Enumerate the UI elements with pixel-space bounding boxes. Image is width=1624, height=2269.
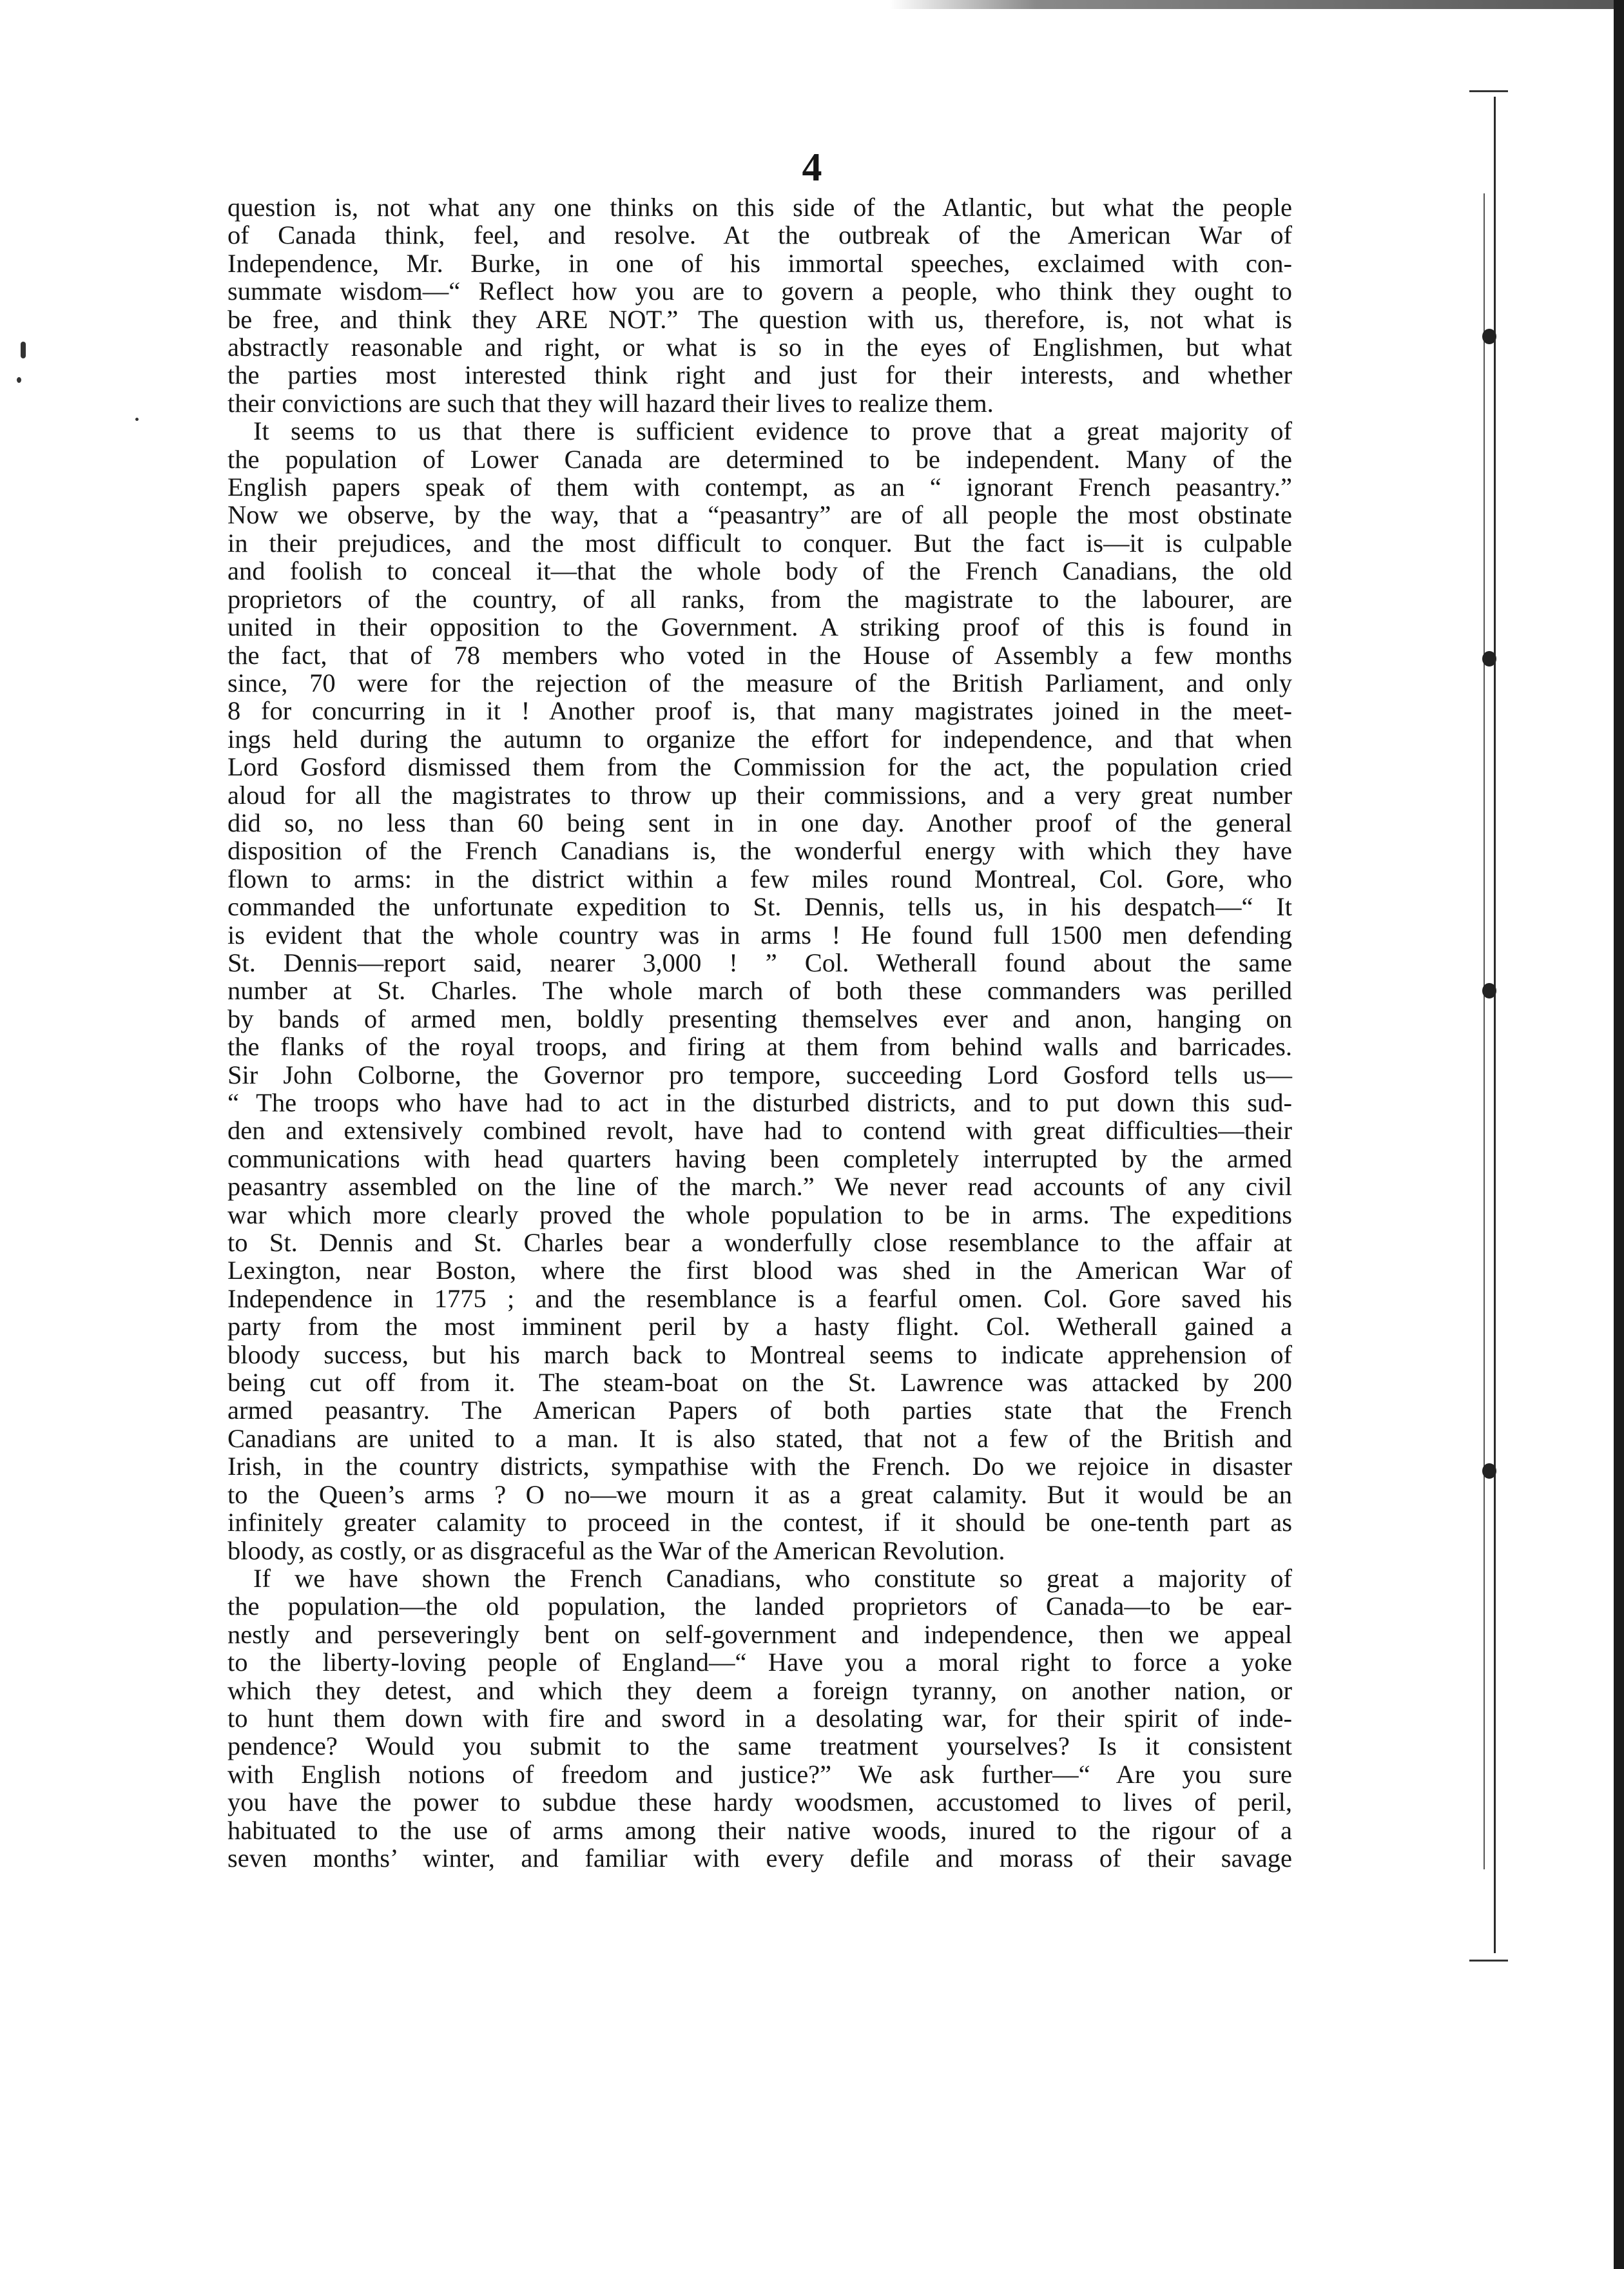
sewing-hole — [1482, 329, 1496, 344]
text-line: question is, not what any one thinks on this side of the Atlantic, but what the people — [227, 193, 1292, 222]
text-line: armed peasantry. The American Papers of both parties state that the French — [227, 1396, 1292, 1425]
text-line: being cut off from it. The steam-boat on the St. Lawrence was attacked by 200 — [227, 1368, 1292, 1397]
text-line: flown to arms: in the district within a few miles round Montreal, Col. Gore, who — [227, 864, 1292, 893]
scan-top-edge — [889, 0, 1624, 9]
text-line: ings held during the autumn to organize the effort for independence, and that when — [227, 724, 1292, 754]
text-line: Canadians are united to a man. It is also stated, that not a few of the British and — [227, 1423, 1292, 1453]
text-line: which they detest, and which they deem a foreign tyranny, on another nation, or — [227, 1675, 1292, 1705]
text-line: peasantry assembled on the line of the march.” We never read accounts of any civil — [227, 1172, 1292, 1202]
text-line: by bands of armed men, boldly presenting themselves ever and anon, hanging on — [227, 1004, 1292, 1033]
sewing-hole — [1482, 1463, 1496, 1479]
binding-line — [1494, 97, 1496, 1953]
text-line: to the Queen’s arms ? O no—we mourn it as a great calamity. But it would be an — [227, 1479, 1292, 1509]
text-line: party from the most imminent peril by a hasty flight. Col. Wetherall gained a — [227, 1312, 1292, 1341]
text-line: proprietors of the country, of all ranks, from the magistrate to the labourer, are — [227, 584, 1292, 614]
text-line: the population of Lower Canada are determined to be independent. Many of the — [227, 444, 1292, 474]
text-line: their convictions are such that they will hazard their lives to realize them. — [227, 388, 994, 418]
text-line: summate wisdom—“ Reflect how you are to govern a people, who think they ought to — [227, 277, 1292, 306]
text-line: abstractly reasonable and right, or what is so in the eyes of Englishmen, but what — [227, 333, 1292, 362]
scan-right-edge — [1614, 0, 1624, 2269]
text-line: Irish, in the country districts, sympathise with the French. Do we rejoice in disaster — [227, 1452, 1292, 1481]
binding-line-inner — [1484, 193, 1485, 1869]
text-line: habituated to the use of arms among their native woods, inured to the rigour of a — [227, 1815, 1292, 1845]
page-number: 4 — [802, 146, 822, 190]
text-line: the fact, that of 78 members who voted in the House of Assembly a few months — [227, 640, 1292, 670]
text-line: you have the power to subdue these hardy woodsmen, accustomed to lives of peril, — [227, 1787, 1292, 1817]
text-line: in their prejudices, and the most difficult to conquer. But the fact is—it is culpable — [227, 528, 1292, 558]
stray-mark — [17, 377, 21, 383]
text-line: If we have shown the French Canadians, who constitute so great a majority of — [253, 1563, 1292, 1593]
text-line: commanded the unfortunate expedition to St. Dennis, tells us, in his despatch—“ It — [227, 892, 1292, 922]
text-line: the parties most interested think right and just for their interests, and whether — [227, 360, 1292, 390]
text-line: 8 for concurring in it ! Another proof is, that many magistrates joined in the meet- — [227, 696, 1292, 726]
text-line: is evident that the whole country was in arms ! He found full 1500 men defending — [227, 920, 1292, 949]
text-line: with English notions of freedom and justice?” We ask further—“ Are you sure — [227, 1759, 1292, 1789]
text-body — [227, 193, 1292, 1872]
stray-mark — [21, 342, 26, 358]
text-line: Lexington, near Boston, where the first blood was shed in the American War of — [227, 1256, 1292, 1285]
text-line: bloody, as costly, or as disgraceful as the War of the American Revolution. — [227, 1535, 1005, 1565]
text-line: Lord Gosford dismissed them from the Commission for the act, the population cried — [227, 752, 1292, 782]
text-line: the population—the old population, the landed proprietors of Canada—to be ear- — [227, 1592, 1292, 1621]
text-line: disposition of the French Canadians is, the wonderful energy with which they have — [227, 836, 1292, 866]
text-line: aloud for all the magistrates to throw up their commissions, and a very great number — [227, 780, 1292, 810]
sewing-hole — [1482, 983, 1496, 998]
text-line: to St. Dennis and St. Charles bear a wonderfully close resemblance to the affair at — [227, 1228, 1292, 1258]
text-line: and foolish to conceal it—that the whole body of the French Canadians, the old — [227, 556, 1292, 586]
text-line: St. Dennis—report said, nearer 3,000 ! ” Col. Wetherall found about the same — [227, 948, 1292, 977]
binding-cap-bottom — [1469, 1960, 1508, 1962]
text-line: “ The troops who have had to act in the disturbed districts, and to put down this sud- — [227, 1088, 1292, 1117]
text-line: united in their opposition to the Government. A striking proof of this is found in — [227, 612, 1292, 642]
text-line: den and extensively combined revolt, have had to contend with great difficulties—their — [227, 1116, 1292, 1145]
text-line: since, 70 were for the rejection of the measure of the British Parliament, and only — [227, 668, 1292, 697]
text-line: the flanks of the royal troops, and firing at them from behind walls and barricades. — [227, 1032, 1292, 1062]
text-line: be free, and think they ARE NOT.” The question with us, therefore, is, not what is — [227, 304, 1292, 334]
text-line: Sir John Colborne, the Governor pro tempore, succeeding Lord Gosford tells us— — [227, 1060, 1292, 1089]
stray-mark — [135, 418, 139, 421]
text-line: of Canada think, feel, and resolve. At the outbreak of the American War of — [227, 220, 1292, 250]
text-line: It seems to us that there is sufficient evidence to prove that a great majority of — [253, 416, 1292, 446]
sewing-hole — [1482, 651, 1496, 667]
text-line: Independence, Mr. Burke, in one of his immortal speeches, exclaimed with con- — [227, 248, 1292, 278]
binding-cap-top — [1469, 90, 1508, 92]
text-line: communications with head quarters having been completely interrupted by the armed — [227, 1144, 1292, 1173]
text-line: infinitely greater calamity to proceed in the contest, if it should be one-tenth part as — [227, 1508, 1292, 1537]
text-line: nestly and perseveringly bent on self-government and independence, then we appeal — [227, 1619, 1292, 1649]
text-line: war which more clearly proved the whole population to be in arms. The expeditions — [227, 1200, 1292, 1229]
text-line: seven months’ winter, and familiar with every defile and morass of their savage — [227, 1843, 1292, 1873]
text-line: to hunt them down with fire and sword in a desolating war, for their spirit of inde- — [227, 1703, 1292, 1733]
text-line: did so, no less than 60 being sent in in one day. Another proof of the general — [227, 808, 1292, 837]
text-line: Independence in 1775 ; and the resemblance is a fearful omen. Col. Gore saved his — [227, 1283, 1292, 1313]
text-line: to the liberty-loving people of England—“ Have you a moral right to force a yoke — [227, 1648, 1292, 1677]
text-line: bloody success, but his march back to Montreal seems to indicate apprehension of — [227, 1339, 1292, 1369]
text-line: number at St. Charles. The whole march of both these commanders was perilled — [227, 976, 1292, 1006]
text-line: pendence? Would you submit to the same treatment yourselves? Is it consistent — [227, 1731, 1292, 1761]
text-line: English papers speak of them with contempt, as an “ ignorant French peasantry.” — [227, 472, 1292, 502]
text-line: Now we observe, by the way, that a “peasantry” are of all people the most obstinate — [227, 500, 1292, 530]
